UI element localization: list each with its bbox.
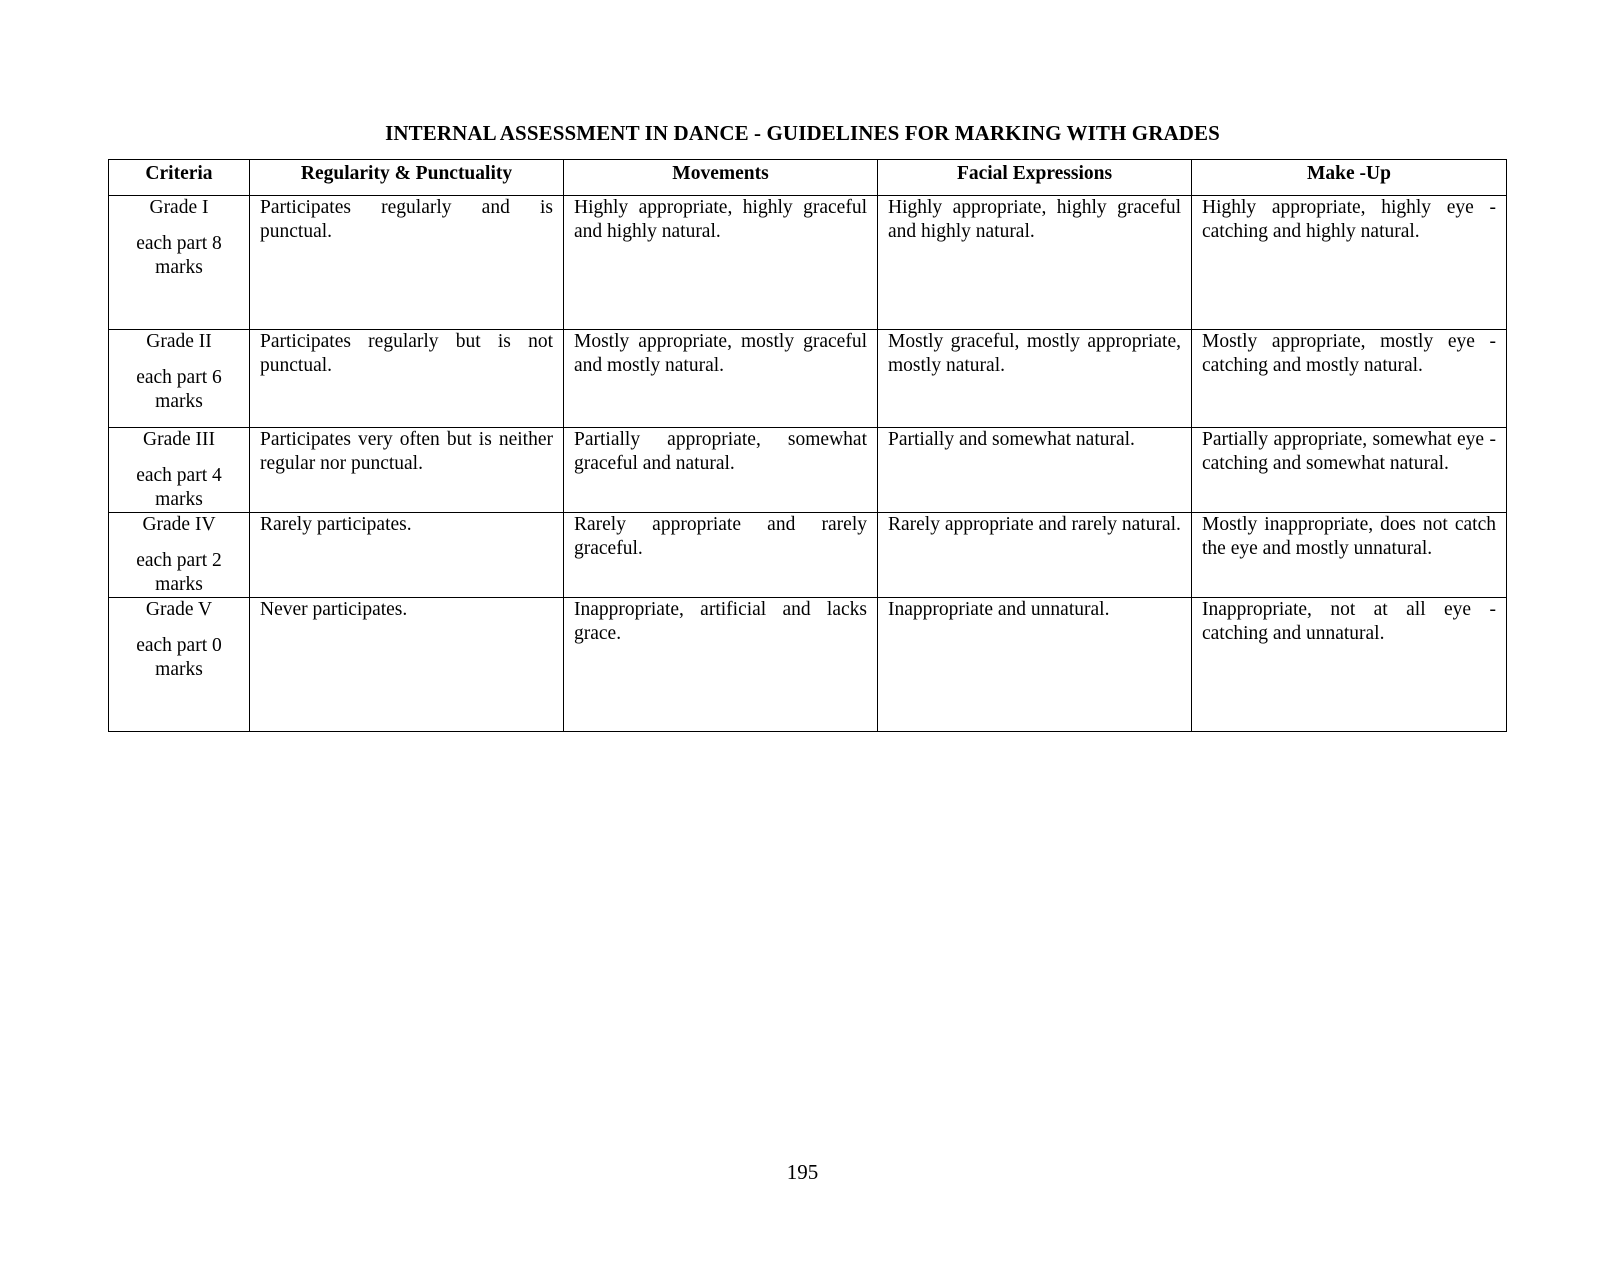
grade-cell	[109, 196, 250, 330]
grade-marks: each part 8 marks	[136, 233, 222, 278]
cell-facial-expressions: Inappropriate and unnatural.	[878, 598, 1192, 732]
cell-facial-expressions: Rarely appropriate and rarely natural.	[878, 513, 1192, 598]
grade-name: Grade II	[146, 331, 212, 352]
cell-movements: Partially appropriate, somewhat graceful and natural.	[564, 428, 878, 513]
cell-regularity-punctuality: Participates regularly but is not punctual.	[250, 330, 564, 428]
grade-marks: each part 4 marks	[136, 465, 222, 510]
grade-name: Grade III	[143, 429, 215, 450]
grade-marks: each part 6 marks	[136, 367, 222, 412]
grade-name: Grade IV	[142, 514, 216, 535]
header-make-up: Make -Up	[1192, 160, 1507, 196]
grade-cell	[109, 428, 250, 513]
cell-facial-expressions: Mostly graceful, mostly appropriate, mostly natural.	[878, 330, 1192, 428]
grade-cell	[109, 513, 250, 598]
cell-make-up: Partially appropriate, somewhat eye - catching and somewhat natural.	[1192, 428, 1507, 513]
table-header-row	[109, 160, 1507, 196]
table-row	[109, 598, 1507, 732]
grade-cell	[109, 330, 250, 428]
page-title: INTERNAL ASSESSMENT IN DANCE - GUIDELINES FOR MARKING WITH GRADES	[385, 121, 1220, 145]
cell-movements: Inappropriate, artificial and lacks grace.	[564, 598, 878, 732]
page-number: 195	[786, 1160, 819, 1184]
cell-regularity-punctuality: Participates very often but is neither regular nor punctual.	[250, 428, 564, 513]
header-regularity-punctuality: Regularity & Punctuality	[250, 160, 564, 196]
cell-make-up: Highly appropriate, highly eye - catching and highly natural.	[1192, 196, 1507, 330]
cell-make-up: Mostly inappropriate, does not catch the eye and mostly unnatural.	[1192, 513, 1507, 598]
grade-marks: each part 2 marks	[136, 550, 222, 595]
table-row	[109, 513, 1507, 598]
header-movements: Movements	[564, 160, 878, 196]
grade-name: Grade V	[145, 599, 213, 620]
header-facial-expressions: Facial Expressions	[878, 160, 1192, 196]
cell-movements: Highly appropriate, highly graceful and highly natural.	[564, 196, 878, 330]
table-row	[109, 428, 1507, 513]
cell-regularity-punctuality: Participates regularly and is punctual.	[250, 196, 564, 330]
cell-movements: Mostly appropriate, mostly graceful and mostly natural.	[564, 330, 878, 428]
grade-marks: each part 0 marks	[136, 635, 222, 680]
grade-name: Grade I	[149, 197, 209, 218]
cell-regularity-punctuality: Rarely participates.	[250, 513, 564, 598]
grading-table	[108, 159, 1507, 732]
cell-facial-expressions: Partially and somewhat natural.	[878, 428, 1192, 513]
grade-cell	[109, 598, 250, 732]
header-criteria: Criteria	[109, 160, 250, 196]
cell-facial-expressions: Highly appropriate, highly graceful and highly natural.	[878, 196, 1192, 330]
cell-regularity-punctuality: Never participates.	[250, 598, 564, 732]
cell-make-up: Inappropriate, not at all eye - catching and unnatural.	[1192, 598, 1507, 732]
cell-make-up: Mostly appropriate, mostly eye - catching and mostly natural.	[1192, 330, 1507, 428]
table-row	[109, 330, 1507, 428]
cell-movements: Rarely appropriate and rarely graceful.	[564, 513, 878, 598]
table-row	[109, 196, 1507, 330]
